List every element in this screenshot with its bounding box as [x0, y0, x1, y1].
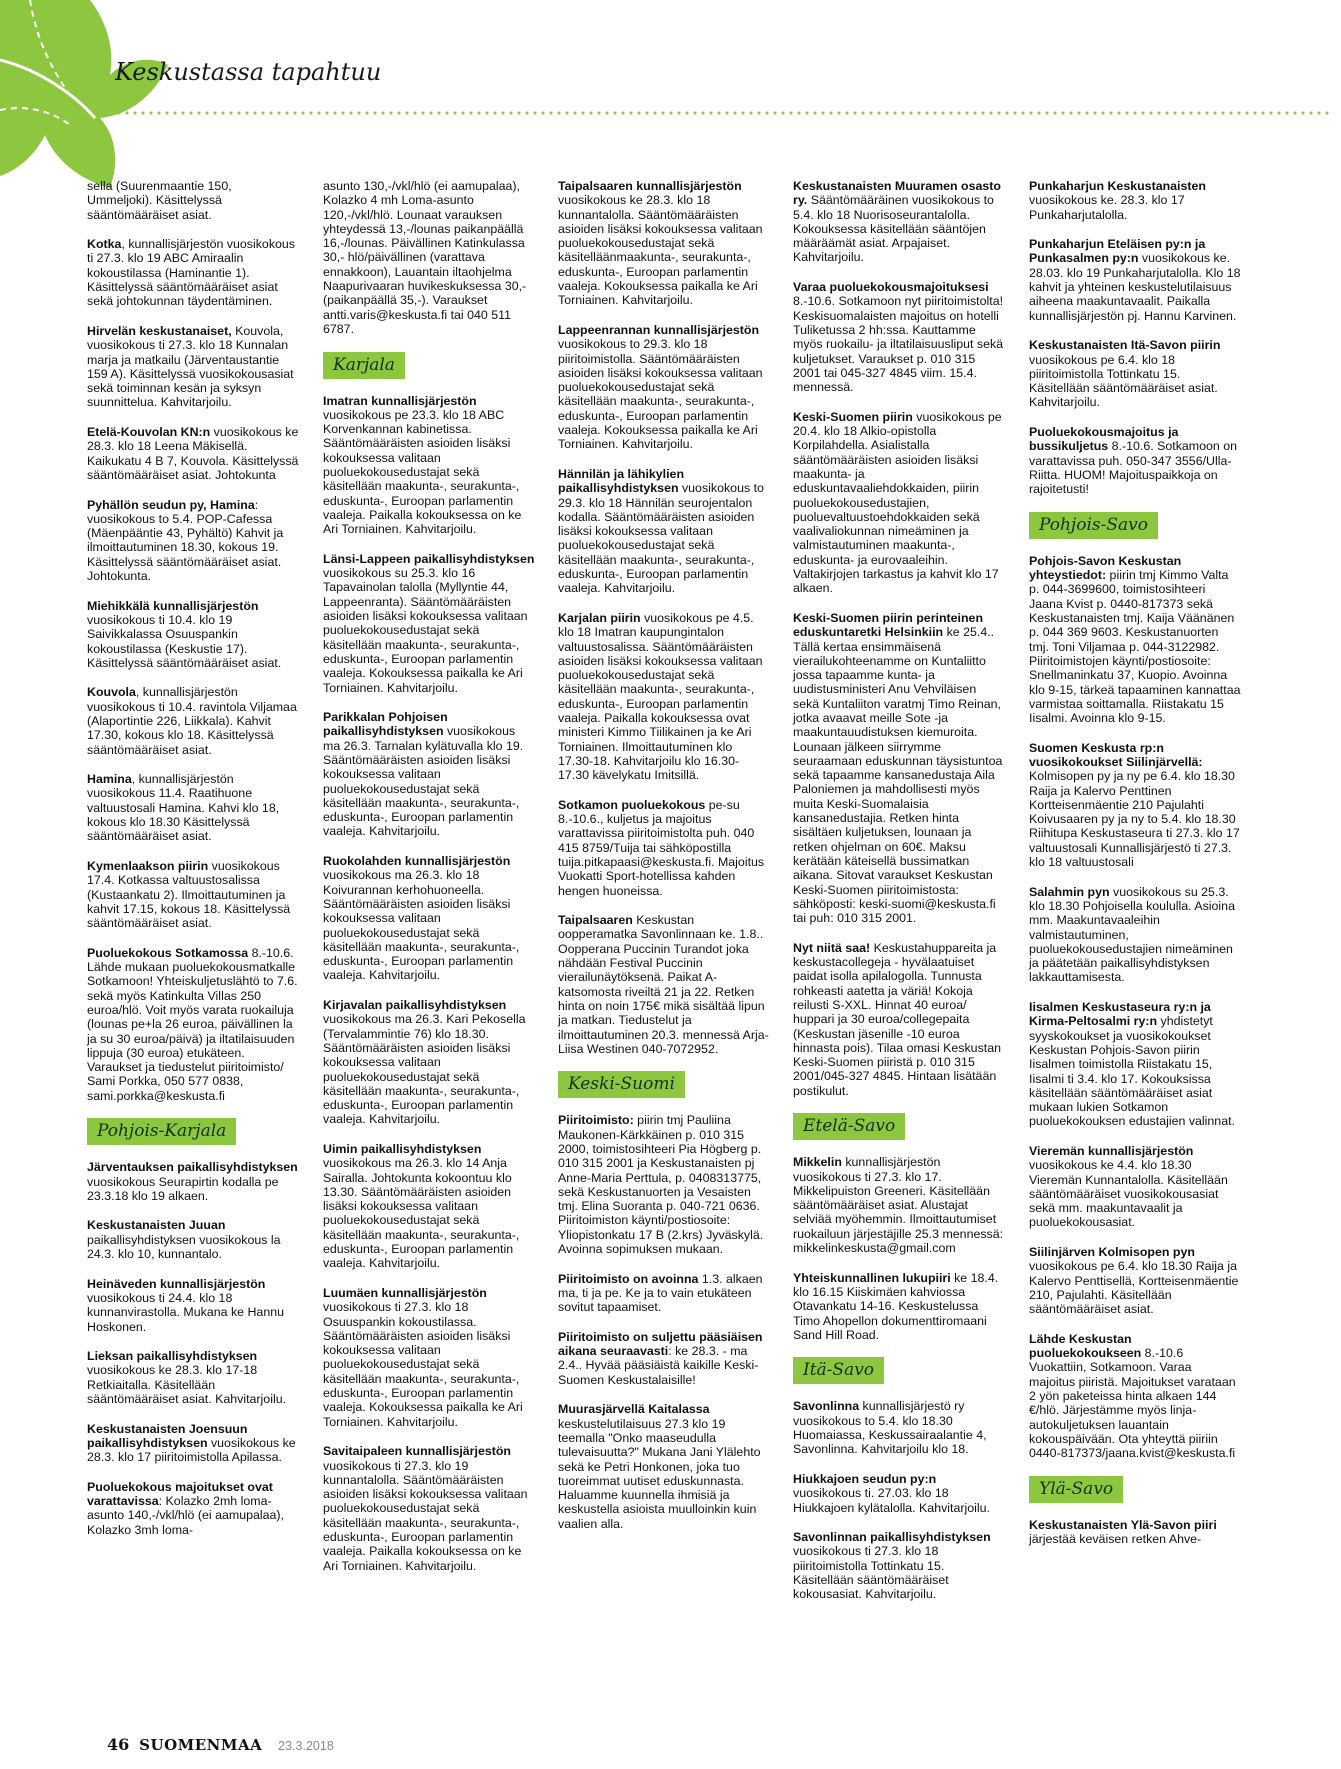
announcement-body: vuosikokous ma 26.3. klo 14 Anja Sairalla. Johtokunta kokoontuu klo 13.30. Sääntömääräisten asioiden lisäksi kokouksessa valitaan puoluekokousedustajat sekä käsitellään maakunta-, seurakunta-, eduskunta-, Euroopan parlamentin vaaleja. Kahvitarjoilu. — [323, 1156, 520, 1271]
announcement-lead: Luumäen kunnallisjärjestön — [323, 1285, 487, 1300]
announcement-body: vuosikokous ma 26.3. Tarnalan kylätuvalla klo 19. Sääntömääräisten asioiden lisäksi kokouksessa valitaan puoluekokousedustajat sekä käsitellään maakunta-, seurakunta-, eduskunta-, Euroopan parlamentin vaaleja. Kahvitarjoilu. — [323, 724, 524, 839]
announcement — [323, 179, 535, 336]
announcement — [558, 798, 770, 898]
announcement-body: , kunnallisjärjestön vuosikokous ti 10.4. ravintola Viljamaa (Alaportintie 226, Liikkala). Kahvit 17.30, kokous klo 18. Käsittelyssä sääntömääräiset asiat. — [87, 685, 297, 757]
announcement-body: ke 25.4.. Tällä kertaa ensimmäisenä vierailukohteenamme on Kuntaliitto jossa tapaamme kunta- ja uudistusministeri Anu Vehviläisen sekä Kuntaliiton varatmj Timo Reinan, jotka avaavat meille Sote -ja maakuntauudistuksen kiemuroita. Lounaan jälkeen siirrymme seuraamaan eduskunnan täysistuntoa sekä tapaamme kansanedustaja Aila Paloniemen ja mahdollisesti myös muita Keski-Suomalaisia kansanedustajia. Retken hinta sisältäen kuljetuksen, lounaan ja retken ohjelman on 60€. Maksu kerätään käteisellä bussimatkan aikana. Sitovat varaukset Keskustan Keski-Suomen piiritoimistosta: sähköposti: keski-suomi@keskusta.fi tai puh: 010 315 2001. — [793, 625, 1003, 926]
announcement-lead: Lieksan paikallisyhdistyksen — [87, 1349, 258, 1364]
announcement — [323, 854, 535, 983]
announcement-body: : vuosikokous to 5.4. POP-Cafessa (Mäenpääntie 43, Pyhältö) Kahvit ja ilmoittautuminen 18.30, kokous 19. Käsittelyssä sääntömääräiset asiat. Johtokunta. — [87, 497, 284, 584]
announcement-lead: Piiritoimisto: — [558, 1113, 634, 1128]
announcement — [87, 1422, 299, 1465]
announcement-body: vuosikokous ti 27.3. klo 19 kunnantalolla. Sääntömääräisten asioiden lisäksi kokouksessa valitaan puoluekokousedustajat sekä käsitellään maakunta-, seurakunta-, eduskunta-, Euroopan parlamentin vaaleja. Paikalla kokouksessa on ke Ari Torniainen. Kahvitarjoilu. — [323, 1458, 528, 1573]
announcement-lead: Hiukkajoen seudun py:n — [793, 1471, 937, 1486]
announcement-lead: Heinäveden kunnallisjärjestön — [87, 1276, 266, 1291]
announcement-body: , kunnallisjärjestön vuosikokous ti 27.3. klo 19 ABC Amiraalin kokoustilassa (Haminantie 1). Käsittelyssä sääntömääräiset asiat sekä johtokunnan täydentäminen. — [87, 237, 295, 309]
announcement-lead: Kirjavalan paikallisyhdistyksen — [323, 998, 507, 1013]
announcement — [87, 1218, 299, 1261]
announcement-lead: Kymenlaakson piirin — [87, 858, 209, 873]
announcement-body: vuosikokous su 25.3. klo 16 Tapavainolan talolla (Myllyntie 44, Lappeenranta). Sääntömääräisten asioiden lisäksi kokouksessa valitaan puoluekokousedustajat sekä käsitellään maakunta-, seurakunta-, eduskunta-, Euroopan parlamentin vaaleja. Kokouksessa paikalla ke Ari Torniainen. Kahvitarjoilu. — [323, 566, 528, 695]
region-heading: Karjala — [323, 352, 405, 379]
announcement-body: Keskustan oopperamatka Savonlinnaan ke. 1.8.. Oopperana Puccinin Turandot joka nähdään Festival Puccinin vierailunäytöksenä. Paikat A-katsomosta riveiltä 21 ja 22. Retken hinta on noin 175€ mikä sisältää lipun ja matkan. Tiedustelut ja ilmoittautuminen 20.3. mennessä Arja-Liisa Westinen 040-7072952. — [558, 913, 769, 1056]
announcement-body: vuosikokous Seurapirtin kodalla pe 23.3.18 klo 19 alkaen. — [87, 1174, 279, 1203]
announcement-lead: Puoluekokous Sotkamossa — [87, 945, 249, 960]
announcement-lead: Lappeenrannan kunnallisjärjestön — [558, 322, 760, 337]
announcement-body: vuosikokous pe 20.4. klo 18 Alkio-opistolla Korpilahdella. Asialistalla sääntömääräisten asioiden lisäksi maakunta- ja eduskuntavaaliehdokkaiden, piirin puoluekokousedustajien, puoluevaltuustoehdokkaiden sekä vaalivaliokunnan nimeäminen ja valmistautuminen maakunta-, eduskunta- ja eurovaaleihin. Valtakirjojen tarkastus ja kahvit klo 17 alkaen. — [793, 409, 1002, 596]
announcement-body: vuosikokous su 25.3. klo 18.30 Pohjoisella koululla. Asioina mm. Maakuntavaaleihin valmistautuminen, puoluekokousedustajien nimeäminen ja päätetään paikallisyhdistyksen lakkauttamisesta. — [1029, 884, 1235, 985]
region-heading: Pohjois-Savo — [1029, 512, 1158, 539]
announcement-lead: Ruokolahden kunnallisjärjestön — [323, 854, 511, 869]
announcement-lead: Varaa puoluekokousmajoituksesi — [793, 280, 989, 295]
page-footer — [107, 1735, 334, 1754]
announcement — [87, 237, 299, 308]
announcement-body: : ke 28.3. - ma 2.4.. Hyvää pääsiäistä kaikille Keski-Suomen Keskustalaisille! — [558, 1344, 759, 1387]
region-heading: Etelä-Savo — [793, 1113, 905, 1140]
announcement — [793, 1472, 1005, 1515]
announcement-body: Kouvola, vuosikokous ti 27.3. klo 18 Kunnalan marja ja matkailu (Järventaustantie 159 A). Käsittelyssä vuosikokousasiat sekä toiminnan kesän ja syksyn suunnittelua. Kahvitarjoilu. — [87, 323, 294, 410]
announcement — [793, 280, 1005, 394]
announcement-lead: Hännilän ja lähikylien paikallisyhdistyksen — [558, 466, 685, 496]
announcement — [1029, 1000, 1241, 1129]
announcement — [1029, 554, 1241, 726]
announcement-lead: Taipalsaaren kunnallisjärjestön — [558, 179, 742, 193]
announcement — [87, 599, 299, 670]
announcement — [323, 998, 535, 1127]
announcement — [793, 179, 1005, 265]
announcement-lead: Nyt niitä saa! — [793, 940, 871, 955]
announcement-lead: Keskustanaisten Joensuun paikallisyhdistyksen — [87, 1421, 248, 1450]
announcement-body: pe-su 8.-10.6., kuljetus ja majoitus varattavissa piiritoimistolta puh. 040 415 8759/Tuija tai sähköpostilla tuija.pitkapaasi@keskusta.fi. Majoitus Vuokatti Sport-hotellissa kahden hengen huoneissa. — [558, 797, 765, 898]
announcement-body: vuosikokous ti 27.3. klo 18 Osuuspankin kokoustilassa. Sääntömääräisten asioiden lisäksi kokouksessa valitaan puoluekokousedustajat sekä käsitellään maakunta-, seurakunta-, eduskunta-, Euroopan parlamentin vaaleja. Kokouksessa paikalla ke Ari Torniainen. Kahvitarjoilu. — [323, 1300, 523, 1429]
announcement-lead: Savonlinna — [793, 1399, 860, 1414]
clover-leaf-logo — [0, 0, 170, 190]
announcement-body: vuosikokous ke 28.3. klo 17 piiritoimistolla Apilassa. — [87, 1435, 296, 1465]
announcement — [793, 1271, 1005, 1342]
region-heading: Itä-Savo — [793, 1357, 884, 1384]
announcement — [323, 1286, 535, 1429]
region-heading: Ylä-Savo — [1029, 1476, 1123, 1503]
announcement — [1029, 237, 1241, 323]
announcement-body: Keskustahuppareita ja keskustacollegeja - hyvälaatuiset paidat isolla apilalogolla. Tunnusta rohkeasti aatetta ja väriä! Kokoja reilusti S-XXL. Hinnat 40 euroa/ huppari ja 30 euroa/collegepaita (Keskustan jäsenille -10 euroa hinnasta pois). Tilaa omasi Keskustan Keski-Suomen piiristä p. 010 315 2001/045-327 4845. Hintaan lisätään postikulut. — [793, 940, 1001, 1098]
announcement — [323, 710, 535, 839]
announcement — [558, 467, 770, 596]
announcement-lead: Imatran kunnallisjärjestön — [323, 393, 477, 408]
announcement-body: vuosikokous to 29.3. klo 18 Hännilän seurojentalon kodalla. Sääntömääräisten asioiden lisäksi kokouksessa valitaan puoluekokousedustajat sekä käsitellään maakunta-, seurakunta-, eduskunta-, Euroopan parlamentin vaaleja. Kahvitarjoilu. — [558, 481, 764, 596]
announcement-body: piirin tmj Pauliina Maukonen-Kärkkäinen p. 010 315 2000, toimistosihteeri Pia Högberg p. 010 315 2001 ja Keskustanaisten pj Anne-Maria Perttula, p. 0408313775, sekä Keskustanuorten ja Vesaisten tmj. Elina Suoranta p. 040-721 0636. Piiritoimiston käynti/postiosoite: Yliopistonkatu 17 B (2.krs) Jyväskylä. Avoinna sopimuksen mukaan. — [558, 1113, 764, 1257]
announcement-body: vuosikokous ma 26.3. klo 18 Koivurannan kerhohuoneella. Sääntömääräisten asioiden lisäksi kokouksessa valitaan puoluekokousedustajat sekä käsitellään maakunta-, seurakunta-, eduskunta-, Euroopan parlamentin vaaleja. Kahvitarjoilu. — [323, 868, 520, 983]
announcement-lead: Keskustanaisten Juuan — [87, 1218, 226, 1233]
announcement-lead: Parikkalan Pohjoisen paikallisyhdistyksen — [323, 710, 448, 739]
announcement-body: kunnallisjärjestö ry vuosikokous to 5.4. klo 18.30 Huomaiassa, Keskussairaalantie 4, Savonlinna. Kahvitarjoilu klo 18. — [793, 1399, 987, 1457]
announcement — [558, 1272, 770, 1315]
column-5 — [1029, 179, 1241, 1562]
announcement — [323, 394, 535, 537]
announcement — [87, 324, 299, 410]
announcement — [558, 1402, 770, 1531]
announcement — [1029, 741, 1241, 870]
announcement-lead: Lähde Keskustan puoluekokoukseen — [1029, 1331, 1142, 1361]
announcement — [793, 611, 1005, 926]
page-number: 46 — [107, 1735, 130, 1754]
announcement — [87, 946, 299, 1103]
announcement — [323, 552, 535, 695]
issue-date: 23.3.2018 — [278, 1739, 334, 1753]
announcement-lead: Pohjois-Savon Keskustan yhteystiedot: — [1029, 553, 1182, 583]
announcement — [87, 1480, 299, 1537]
announcement-body: 8.-10.6. Sotkamoon nyt piiritoimistolta! Keskisuomalaisten majoitus on hotelli Tuliketussa 2 hh:ssa. Kauttamme myös ruokailu- ja iltatilaisuusliput sekä kuljetukset. Varaukset p. 010 315 2001 tai 045-327 4845 viim. 15.4. mennessä. — [793, 294, 1004, 395]
announcement — [87, 498, 299, 584]
announcement-body: ke 18.4. klo 16.15 Kiiskimäen kahviossa Otavankatu 14-16. Keskustelussa Timo Ahopellon dokumenttiromaani Sand Hill Road. — [793, 1270, 999, 1342]
announcement-lead: Yhteiskunnallinen lukupiiri — [793, 1270, 951, 1285]
announcement-lead: Salahmin pyn — [1029, 884, 1110, 899]
announcement-body: vuosikokous pe 6.4. klo 18 piiritoimistolla Tottinkatu 15. Käsitellään sääntömääräiset asiat. Kahvitarjoilu. — [1029, 352, 1218, 410]
announcement-body: 1.3. alkaen ma, ti ja pe. Ke ja to vain etukäteen sovitut tapaamiset. — [558, 1271, 763, 1315]
announcement-body: vuosikokous to 29.3. klo 18 piiritoimistolla. Sääntömääräisten asioiden lisäksi kokouksessa valitaan puoluekokousedustajat sekä käsitellään maakunta-, seurakunta-, eduskunta-, Euroopan parlamentin vaaleja. Kokouksessa paikalla ke Ari Torniainen. Kahvitarjoilu. — [558, 337, 763, 452]
announcement-body: 8.-10.6. Sotkamoon on varattavissa puh. 050-347 3556/Ulla-Riitta. HUOM! Majoituspaikkoja on rajoitetusti! — [1029, 439, 1237, 497]
section-title: Keskustassa tapahtuu — [115, 58, 382, 86]
announcement — [1029, 1144, 1241, 1230]
announcement-lead: Keski-Suomen piirin — [793, 409, 913, 424]
announcement — [558, 913, 770, 1056]
announcement-lead: Siilinjärven Kolmisopen pyn — [1029, 1245, 1195, 1260]
announcement — [87, 179, 299, 222]
announcement-lead: Miehikkälä kunnallisjärjestön — [87, 598, 259, 613]
announcement — [558, 1330, 770, 1387]
announcement — [1029, 1245, 1241, 1316]
announcement — [87, 685, 299, 756]
announcement-body: järjestää keväisen retken Ahve- — [1029, 1532, 1202, 1547]
announcement-lead: Savonlinnan paikallisyhdistyksen — [793, 1530, 991, 1545]
announcement-lead: Kotka — [87, 237, 122, 252]
announcement-lead: Savitaipaleen kunnallisjärjestön — [323, 1444, 511, 1459]
announcement-body: 8.-10.6. Lähde mukaan puoluekokousmatkalle Sotkamoon! Yhteiskuljetuslähtö to 7.6. sekä myös Katinkulta Villas 250 euroa/hlö. Voit myös varata ruokailuja (lounas pe+la 26 euroa, päivällinen la ja su 30 euroa/päivä) ja iltatilaisuuden lippuja (30 euroa) etukäteen. Varaukset ja tiedustelut piiritoimisto/ Sami Porkka, 050 577 0838, sami.porkka@keskusta.fi — [87, 945, 298, 1103]
announcement — [87, 859, 299, 930]
announcement-body: vuosikokous ke 4.4. klo 18.30 Vieremän Kunnantalolla. Käsitellään sääntömääräiset vuosikokousasiat sekä mm. maakuntavaalit ja puoluekokousasiat. — [1029, 1158, 1228, 1230]
announcement-body: vuosikokous pe 4.5. klo 18 Imatran kaupungintalon valtuustosalissa. Sääntömääräisten asioiden lisäksi kokouksessa valitaan puoluekokousedustajat sekä käsitellään maakunta-, seurakunta-, eduskunta-, Euroopan parlamentin vaaleja. Paikalla kokouksessa ovat ministeri Kimmo Tiilikainen ja ke Ari Torniainen. Ilmoittautuminen klo 17.30-18. Kahvitarjoilu klo 16.30-17.30 kävelykatu Imitsillä. — [558, 610, 763, 783]
announcement-lead: Vieremän kunnallisjärjestön — [1029, 1144, 1194, 1158]
announcement — [87, 1277, 299, 1334]
announcement-body: vuosikokous pe 23.3. klo 18 ABC Korvenkannan kabinetissa. Sääntömääräisten asioiden lisäksi kokouksessa valitaan puoluekokousedustajat sekä käsitellään maakunta-, seurakunta-, eduskunta-, Euroopan parlamentin vaaleja. Paikalla kokouksessa on ke Ari Torniainen. Kahvitarjoilu. — [323, 407, 522, 537]
announcement — [793, 1530, 1005, 1601]
announcement-body: vuosikokous ti 24.4. klo 18 kunnanvirastolla. Mukana ke Hannu Hoskonen. — [87, 1290, 284, 1334]
announcement-lead: Keskustanaisten Ylä-Savon piiri — [1029, 1517, 1217, 1532]
region-heading: Keski-Suomi — [558, 1071, 685, 1098]
announcement-body: kunnallisjärjestön vuosikokous ti 27.3. klo 17. Mikkelipuiston Greeneri. Käsitellään sääntömääräiset asiat. Alustajat selviää myöhemmin. Ilmoittautumiset ruokailuun järjestäjille 25.3 mennessä: mikkelinkeskusta@gmail.com — [793, 1155, 1004, 1256]
announcement-body: vuosikokous ke 28.3. klo 17-18 Retkiaitalla. Käsitellään sääntömääräiset asiat. Kahvitarjoilu. — [87, 1363, 287, 1407]
announcement-body: vuosikokous ti 27.3. klo 18 piiritoimistolla Tottinkatu 15. Käsitellään sääntömääräiset kokousasiat. Kahvitarjoilu. — [793, 1544, 949, 1602]
announcement-lead: Piiritoimisto on suljettu pääsiäisen aikana seuraavasti — [558, 1329, 763, 1359]
dotted-divider — [115, 111, 1330, 115]
announcement-lead: Piiritoimisto on avoinna — [558, 1271, 699, 1286]
announcement-lead: Uimin paikallisyhdistyksen — [323, 1142, 482, 1156]
announcement-lead: Hamina — [87, 772, 132, 787]
announcement — [87, 425, 299, 482]
announcement-body: vuosikokous ke. 28.3. klo 17 Punkaharjutalolla. — [1029, 193, 1185, 222]
announcement — [793, 1399, 1005, 1456]
announcement-lead: Järventauksen paikallisyhdistyksen — [87, 1160, 298, 1175]
announcement-lead: Suomen Keskusta rp:n vuosikokoukset Siilinjärvellä: — [1029, 740, 1203, 769]
announcement — [558, 179, 770, 308]
announcement-body: sella (Suurenmaantie 150, Ummeljoki). Käsittelyssä sääntömääräiset asiat. — [87, 179, 232, 222]
announcement-body: keskustelutilaisuus 27.3 klo 19 teemalla "Onko maaseudulla tulevaisuutta?" Mukana Jani Ylälehto sekä ke Petri Honkonen, joka tuo tuoreimmat uutiset eduskunnasta. Haluamme kuunnella ihmisiä ja keskustella asioista muulloinkin kuin vaalien alla. — [558, 1416, 761, 1531]
announcement-body: : Kolazko 2mh loma-asunto 140,-/vkl/hlö (ei aamupalaa), Kolazko 3mh loma- — [87, 1494, 284, 1537]
announcement-lead: Sotkamon puoluekokous — [558, 797, 706, 812]
announcement-lead: Taipalsaaren — [558, 913, 633, 928]
announcement-body: vuosikokous ti. 27.03. klo 18 Hiukkajoen kylätalolla. Kahvitarjoilu. — [793, 1486, 990, 1515]
announcement-lead: Keskustanaisten Itä-Savon piirin — [1029, 338, 1221, 353]
announcement-lead: Mikkelin — [793, 1155, 842, 1170]
announcement-lead: Länsi-Lappeen paikallisyhdistyksen — [323, 551, 535, 566]
announcement-lead: Etelä-Kouvolan KN:n — [87, 425, 211, 440]
announcement — [323, 1142, 535, 1271]
column-2 — [323, 179, 535, 1588]
announcement — [1029, 425, 1241, 496]
announcement-body: asunto 130,-/vkl/hlö (ei aamupalaa), Kolazko 4 mh Loma-asunto 120,-/vkl/hlö. Lounaat varauksen yhteydessä 13,-/lounas paikanpäällä 16,-/lounas. Päivällinen Katinkulassa 30,- hlö/päivällinen (varattava ennakkoon), Lauantain iltaohjelma Naapurivaaran huvikeskuksessa 30,- (paikanpäällä 35,-). Varaukset antti.varis@keskusta.fi tai 040 511 6787. — [323, 179, 527, 336]
magazine-name: SUOMENMAA — [139, 1736, 263, 1754]
announcement-body: vuosikokous ti 10.4. klo 19 Saivikkalassa Osuuspankin kokoustilassa (Keskustie 17). Käsittelyssä sääntömääräiset asiat. — [87, 612, 282, 670]
announcement — [1029, 1518, 1241, 1547]
column-1 — [87, 179, 299, 1552]
announcement-lead: Punkaharjun Eteläisen py:n ja Punkasalmen py:n — [1029, 237, 1206, 266]
announcement-lead: Puoluekokousmajoitus ja bussikuljetus — [1029, 425, 1179, 454]
announcement-body: Sääntömääräinen vuosikokous to 5.4. klo 18 Nuorisoseurantalolla. Kokouksessa käsitellään sääntöjen määräämät asiat. Arpajaiset. Kahvitarjoilu. — [793, 193, 994, 265]
announcement — [323, 1444, 535, 1573]
announcement-body: vuosikokous ke. 28.03. klo 19 Punkaharjutalolla. Klo 18 kahvit ja yhteinen keskustelutilaisuus aiheena maakuntavaalit. Paikalla kunnallisjärjestön pj. Hannu Karvinen. — [1029, 251, 1241, 323]
announcement — [558, 323, 770, 452]
announcement — [87, 1160, 299, 1203]
announcement — [793, 1155, 1005, 1255]
announcement-lead: Hirvelän keskustanaiset, — [87, 323, 232, 338]
announcement-body: vuosikokous pe 6.4. klo 18.30 Raija ja Kalervo Penttisellä, Kortteisenmäentie 210, Pajulahti. Käsitellään sääntömääräiset asiat. — [1029, 1259, 1239, 1317]
announcement-lead: Kouvola — [87, 685, 136, 700]
announcement — [793, 410, 1005, 596]
announcement — [558, 611, 770, 783]
announcement-body: vuosikokous ma 26.3. Kari Pekosella (Tervalammintie 76) klo 18.30. Sääntömääräisten asioiden lisäksi kokouksessa valitaan puoluekokousedustajat sekä käsitellään maakunta-, seurakunta-, eduskunta-, Euroopan parlamentin vaaleja. Kahvitarjoilu. — [323, 1012, 526, 1127]
announcement — [1029, 338, 1241, 409]
region-heading: Pohjois-Karjala — [87, 1118, 236, 1145]
announcement-lead: Punkaharjun Keskustanaisten — [1029, 179, 1206, 193]
announcement — [1029, 179, 1241, 222]
announcement-body: piirin tmj Kimmo Valta p. 044-3699600, toimistosihteeri Jaana Kvist p. 0440-817373 sekä Keskustanaisten tmj. Kaija Väänänen p. 044 369 9603. Keskustanuorten tmj. Toni Viljamaa p. 044-3122982. Piiritoimistojen käynti/postiosoite: Snellmaninkatu 37, Kuopio. Avoinna klo 9-15, tärkeä tapaaminen kannattaa varmistaa soittamalla. Riistakatu 15 Iisalmi. Avoinna klo 9-15. — [1029, 568, 1241, 726]
announcement-lead: Puoluekokous majoitukset ovat varattavissa — [87, 1479, 273, 1509]
announcement — [1029, 1332, 1241, 1461]
announcement-lead: Keski-Suomen piirin perinteinen eduskuntaretki Helsinkiin — [793, 610, 984, 640]
announcement-body: vuosikokous ke 28.3. klo 18 Leena Mäkisellä. Kaikukatu 4 B 7, Kouvola. Käsittelyssä sääntömääräiset asiat. Johtokunta — [87, 425, 299, 482]
announcement — [793, 941, 1005, 1098]
announcement — [87, 772, 299, 843]
column-3 — [558, 179, 770, 1546]
announcement-body: 8.-10.6 Vuokattiin, Sotkamoon. Varaa majoitus piiristä. Majoitukset varataan 2 yön paketeissa hinta alkaen 144 €/hlö. Järjestämme myös linja-autokuljetuksen lauantain kokouspäivään. Ota yhteyttä piiriin 0440-817373/jaana.kvist@keskusta.fi — [1029, 1346, 1236, 1461]
announcement — [558, 1113, 770, 1256]
announcement-body: vuosikokous 17.4. Kotkassa valtuustosalissa (Kustaankatu 2). Ilmoittautuminen ja kahvit 17.15, kokous 18. Käsittelyssä sääntömääräiset asiat. — [87, 858, 291, 931]
announcement-body: paikallisyhdistyksen vuosikokous la 24.3. klo 10, kunnantalo. — [87, 1232, 281, 1262]
announcement-body: yhdistetyt syyskokoukset ja vuosikokoukset Keskustan Pohjois-Savon piirin Iisalmen toimistolla Riistakatu 15, Iisalmi ti 3.4. klo 17. Kokouksissa käsitellään sääntömääräiset asiat mukaan lukien Sotkamon puoluekokouksen edustajien valinnat. — [1029, 1014, 1235, 1129]
announcement-lead: Iisalmen Keskustaseura ry:n ja Kirma-Peltosalmi ry:n — [1029, 1000, 1211, 1029]
announcement-body: Kolmisopen py ja ny pe 6.4. klo 18.30 Raija ja Kalervo Penttinen Kortteisenmäentie 210 Pajulahti Koivusaaren py ja ny to 5.4. klo 18.30 Riihitupa Keskustaseura ti 27.3. klo 17 valtuustosali Kunnallisjärjestö ti 27.3. klo 18 valtuustosali — [1029, 769, 1240, 870]
column-4 — [793, 179, 1005, 1617]
announcement-lead: Karjalan piirin — [558, 610, 641, 625]
announcement-lead: Pyhällön seudun py, Hamina — [87, 497, 255, 512]
announcement-body: vuosikokous ke 28.3. klo 18 kunnantalolla. Sääntömääräisten asioiden lisäksi kokouksessa valitaan puoluekokousedustajat sekä käsitelläänmaakunta-, seurakunta-, eduskunta-, Euroopan parlamentin vaaleja. Kokouksessa paikalla ke Ari Torniainen. Kahvitarjoilu. — [558, 193, 763, 308]
announcement — [87, 1349, 299, 1406]
announcement-lead: Muurasjärvellä Kaitalassa — [558, 1402, 710, 1417]
announcement-body: , kunnallisjärjestön vuosikokous 11.4. Raatihuone valtuustosali Hamina. Kahvi klo 18, kokous klo 18.30 Käsittelyssä sääntömääräiset asiat. — [87, 772, 280, 844]
announcement-lead: Keskustanaisten Muuramen osasto ry. — [793, 179, 1001, 208]
announcement — [1029, 885, 1241, 985]
